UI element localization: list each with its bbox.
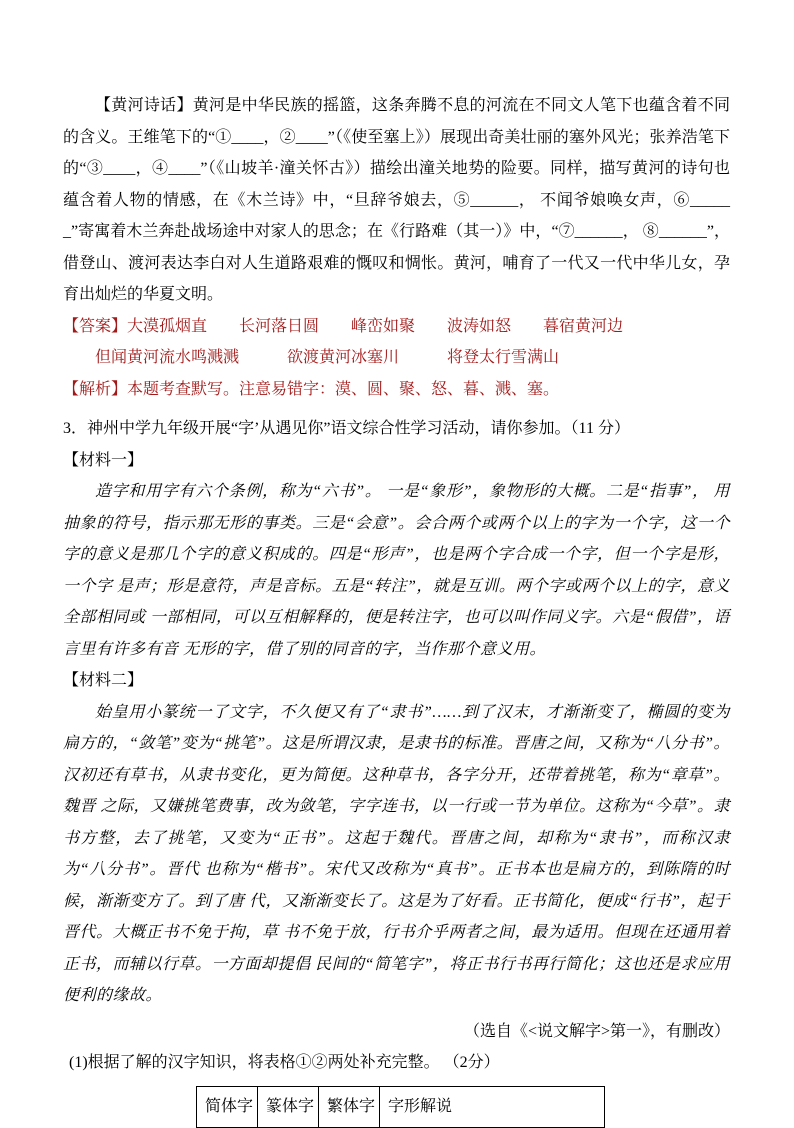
analysis-line: 【解析】本题考查默写。注意易错字：漠、圆、聚、怒、暮、溅、塞。	[63, 380, 560, 398]
material1-label: 【材料一】	[63, 451, 144, 469]
source-line: （选自《<说文解字>第一》，有删改）	[463, 1022, 730, 1040]
table-header-explanation: 字形解说	[380, 1086, 605, 1127]
question3-heading: 3．神州中学九年级开展“字’从遇见你”语文综合性学习活动，请你参加。（11 分）	[63, 420, 630, 437]
answer-row-2: 但闻黄河流水鸣溅溅 欲渡黄河冰塞川 将登太行雪满山	[95, 349, 560, 366]
material1-text: 造字和用字有六个条例，称为“六书”。 一是“象形”，象物形的大概。二是“指事”， 用抽象的符号，指示那无形的事类。三是“会意”。会合两个或两个以上的字为一个字，这一个字的意义是那几个字的意义积成的。四是“形声”，也是两个字合成一个字，但一个字是形， 一个字 是声；形是意符，声是音标。五是“转注”，就是互训。两个字或两个以上的字，意义全部相同或 一部相同，可以互相解释的，便是转注字，也可以叫作同义字。六是“假借”，语言里有许多有音 无形的字，借了别的同音的字，当作那个意义用。	[63, 483, 730, 658]
material2-text: 始皇用小篆统一了文字，不久便又有了“隶书”……到了汉末，才渐渐变了，椭圆的变为扁方的，“敛笔”变为“挑笔”。这是所谓汉隶，是隶书的标准。晋唐之间，又称为“八分书”。 汉初还有草书，从隶书变化，更为简便。这种草书，各字分开，还带着挑笔，称为“章草”。魏晋 之际，又嫌挑笔费事，改为敛笔，字字连书，以一行或一节为单位。这称为“今草”。隶书方整，去了挑笔，又变为“正书”。这起于魏代。晋唐之间，却称为“隶书”，而称汉隶为“八分书”。晋代 也称为“楷书”。宋代又改称为“真书”。正书本也是扁方的，到陈隋的时候，渐渐变方了。到了唐 代，又渐渐变长了。这是为了好看。正书简化，便成“行书”，起于晋代。大概正书不免于拘，草 书不免于放，行书介乎两者之间，最为适用。但现在还通用着正书，而辅以行草。一方面却提倡 民间的“简笔字”，将正书行书再行简化；这也还是求应用便利的缘故。	[63, 703, 730, 1004]
answer-label: 【答案】	[63, 317, 128, 335]
table-header-row	[197, 1086, 605, 1127]
table-header-seal: 篆体字	[258, 1086, 319, 1127]
sub-question-1: (1)根据了解的汉字知识，将表格①②两处补充完整。 （2分）	[69, 1054, 500, 1071]
table-header-simplified: 简体字	[197, 1086, 258, 1127]
answer-line-1	[63, 311, 730, 343]
answer-row-1: 大漠孤烟直 长河落日圆 峰峦如聚 波涛如怒 暮宿黄河边	[127, 317, 624, 335]
material2-label: 【材料二】	[63, 672, 144, 689]
answer-line-2	[63, 342, 730, 374]
table-header-traditional: 繁体字	[319, 1086, 380, 1127]
question2-intro: 【黄河诗话】黄河是中华民族的摇篮，这条奔腾不息的河流在不同文人笔下也蕴含着不同的含义。王维笔下的“①____，②____”（《使至塞上》）展现出奇美壮丽的塞外风光；张养浩笔下的“③____，④____”（《山坡羊·潼关怀古》）描绘出潼关地势的险要。同样，描写黄河的诗句也蕴含着人物的情感，在《木兰诗》中，“旦辞爷娘去，⑤______， 不闻爷娘唤女声，⑥______”寄寓着木兰奔赴战场途中对家人的思念；在《行路难（其一）》中，“⑦______， ⑧______”，借登山、渡河表达李白对人生道路艰难的慨叹和惆怅。黄河，哺育了一代又一代中华儿女，孕育出灿烂的华夏文明。	[63, 97, 730, 303]
char-table	[196, 1086, 605, 1128]
